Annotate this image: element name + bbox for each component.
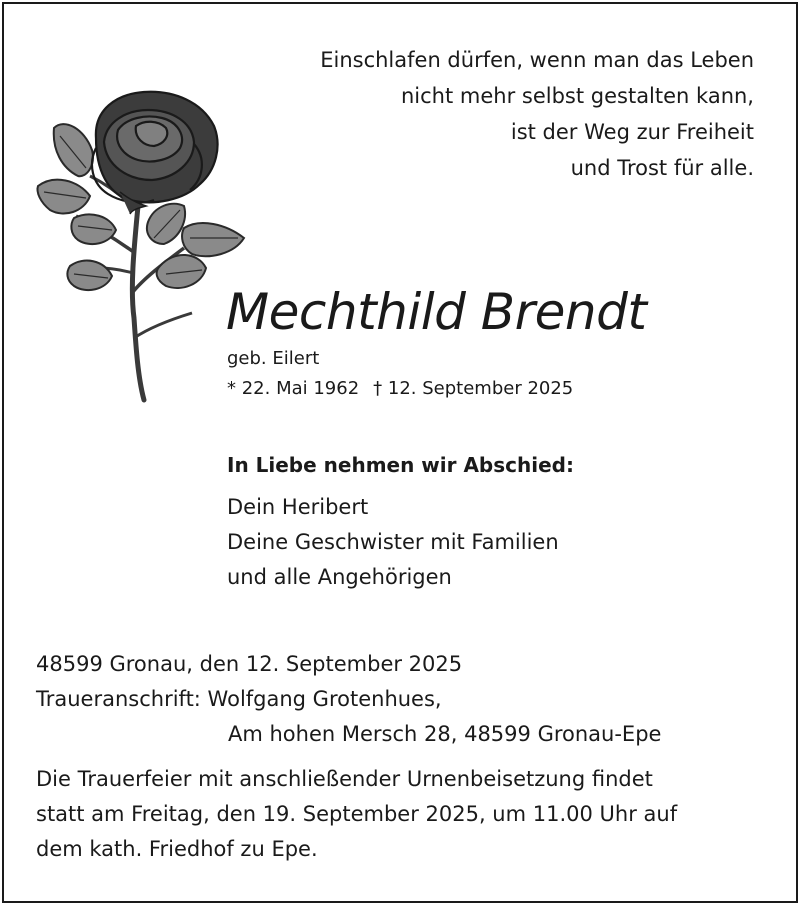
life-dates [227,376,573,402]
poem-line: nicht mehr selbst gestalten kann, [400,84,754,108]
birth-name: geb. Eilert [227,348,320,369]
mourner-line: und alle Angehörigen [227,565,452,589]
contact-line: Traueranschrift: Wolfgang Grotenhues, [36,687,442,711]
service-line: dem kath. Friedhof zu Epe. [36,837,318,861]
farewell-heading: In Liebe nehmen wir Abschied: [227,453,574,477]
poem-line: und Trost für alle. [570,156,754,180]
deceased-name: Mechthild Brendt [226,283,647,341]
death-date: † 12. September 2025 [373,378,574,399]
mourner-line: Deine Geschwister mit Familien [227,530,559,554]
poem-line: ist der Weg zur Freiheit [510,120,754,144]
birth-date: * 22. Mai 1962 [227,378,360,399]
rose-icon [34,88,249,406]
service-details [36,762,677,867]
place-date: 48599 Gronau, den 12. September 2025 [36,652,463,676]
mourners-list [227,490,559,595]
street-line: Am hohen Mersch 28, 48599 Gronau-Epe [228,722,662,746]
service-line: Die Trauerfeier mit anschließender Urnenbeisetzung findet [36,767,653,791]
address-block [36,647,661,752]
service-line: statt am Freitag, den 19. September 2025, um 11.00 Uhr auf [36,802,678,826]
poem-line: Einschlafen dürfen, wenn man das Leben [320,48,754,72]
poem [194,42,754,186]
mourner-line: Dein Heribert [227,495,369,519]
